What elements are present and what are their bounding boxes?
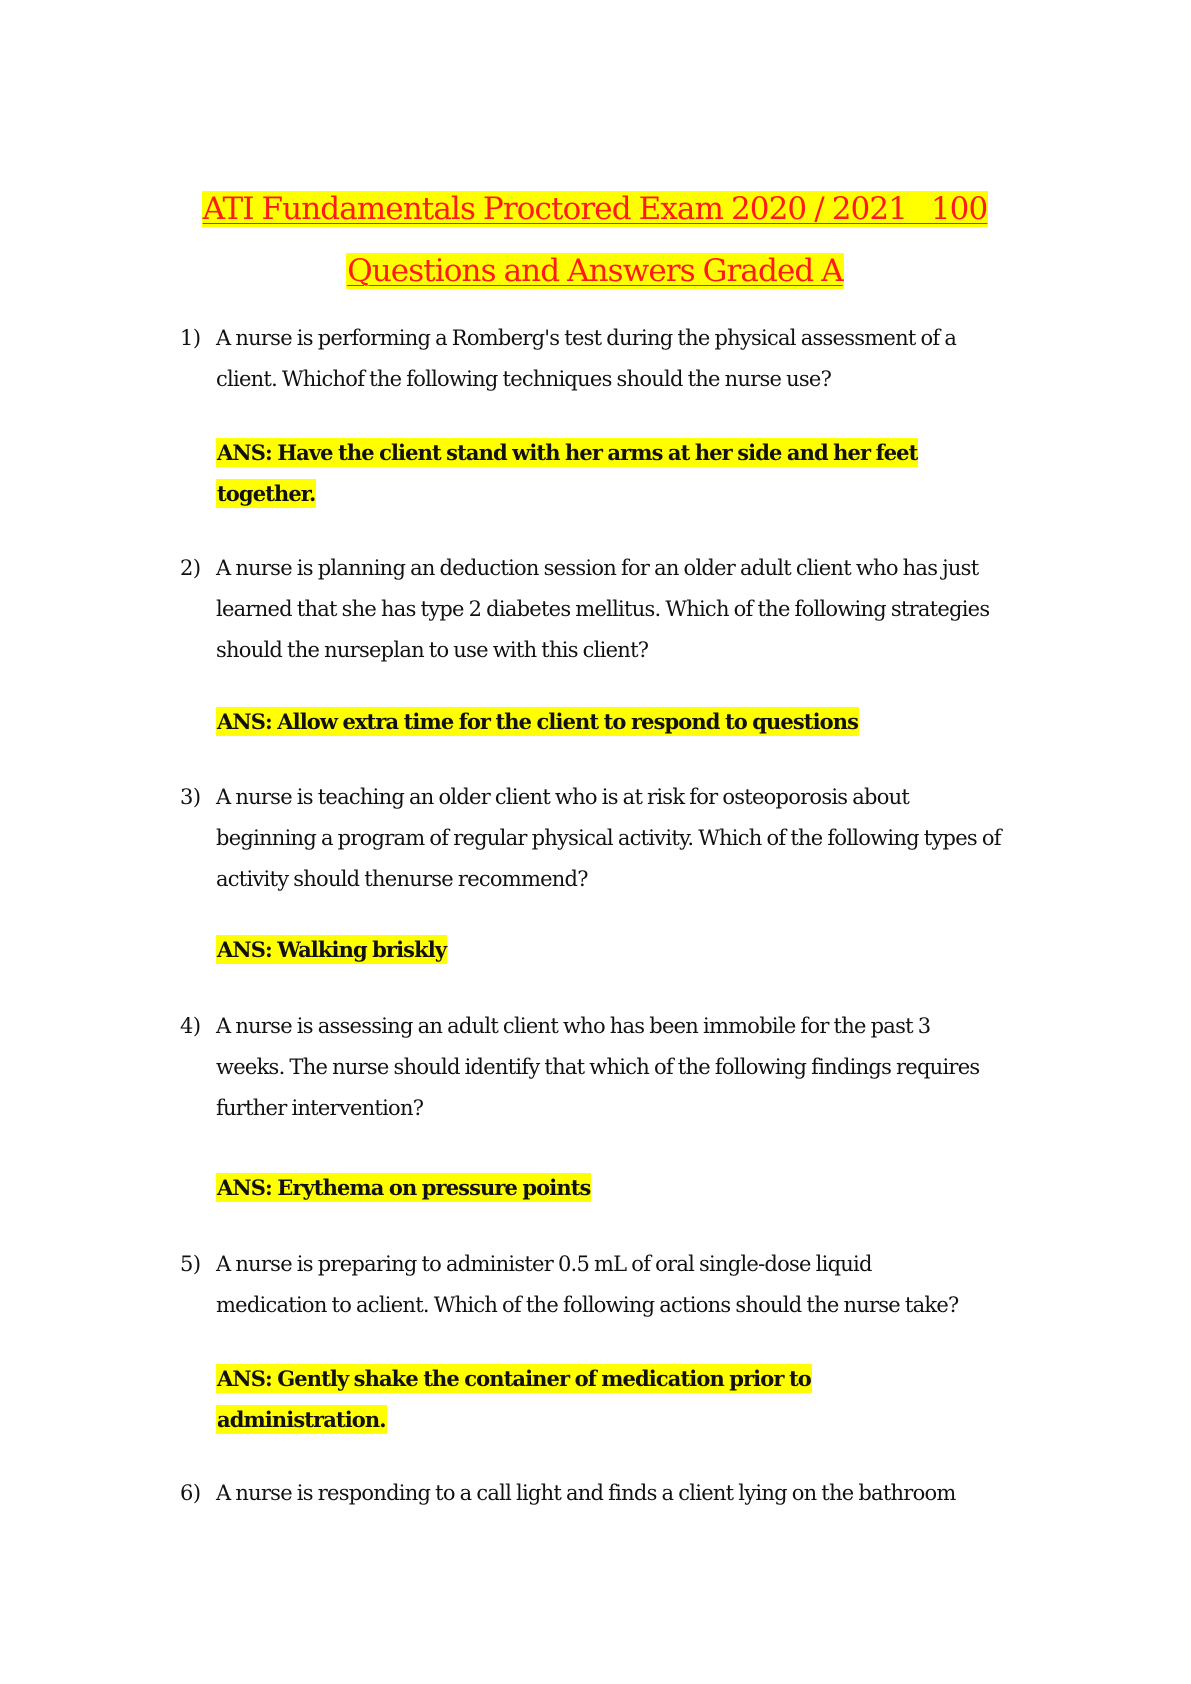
question-number: 6) xyxy=(180,1481,201,1505)
answer-text xyxy=(216,1167,1086,1208)
answer-text xyxy=(216,929,1086,970)
answer-line: ANS: Gently shake the container of medication prior to xyxy=(217,1366,811,1391)
question-line: A nurse is teaching an older client who is at risk for osteoporosis about xyxy=(216,785,910,809)
answer-text xyxy=(216,1358,1086,1440)
question-line: medication to aclient. Which of the following actions should the nurse take? xyxy=(216,1293,959,1317)
title-line-1: ATI Fundamentals Proctored Exam 2020 / 2021 100 xyxy=(202,191,988,227)
answer-line: administration. xyxy=(217,1407,386,1432)
question-number: 3) xyxy=(180,785,201,809)
question-line: A nurse is preparing to administer 0.5 mL of oral single-dose liquid xyxy=(216,1252,872,1276)
question-number: 5) xyxy=(180,1252,201,1276)
question-line: A nurse is performing a Romberg's test during the physical assessment of a xyxy=(216,326,957,350)
question-text xyxy=(216,1473,1086,1514)
question-text xyxy=(216,318,1086,400)
question-line: A nurse is assessing an adult client who has been immobile for the past 3 xyxy=(216,1014,931,1038)
question-text xyxy=(216,1006,1086,1129)
answer-line: together. xyxy=(217,481,316,506)
question-number: 1) xyxy=(180,326,201,350)
question-text xyxy=(216,548,1086,671)
question-line: A nurse is planning an deduction session for an older adult client who has just xyxy=(216,556,979,580)
question-line: activity should thenurse recommend? xyxy=(216,867,588,891)
question-text xyxy=(216,777,1086,900)
title-line-2: Questions and Answers Graded A xyxy=(347,253,843,289)
answer-line: ANS: Allow extra time for the client to respond to questions xyxy=(217,709,859,734)
answer-line: ANS: Have the client stand with her arms at her side and her feet xyxy=(217,440,918,465)
answer-line: ANS: Erythema on pressure points xyxy=(217,1175,591,1200)
question-line: should the nurseplan to use with this client? xyxy=(216,638,649,662)
question-line: weeks. The nurse should identify that which of the following findings requires xyxy=(216,1055,980,1079)
answer-text xyxy=(216,701,1086,742)
question-line: A nurse is responding to a call light and finds a client lying on the bathroom xyxy=(216,1481,956,1505)
question-line: further intervention? xyxy=(216,1096,424,1120)
question-number: 2) xyxy=(180,556,201,580)
question-number: 4) xyxy=(180,1014,201,1038)
question-line: client. Whichof the following techniques should the nurse use? xyxy=(216,367,832,391)
question-text xyxy=(216,1244,1086,1326)
answer-line: ANS: Walking briskly xyxy=(217,937,447,962)
question-line: beginning a program of regular physical activity. Which of the following types of xyxy=(216,826,1001,850)
question-line: learned that she has type 2 diabetes mellitus. Which of the following strategies xyxy=(216,597,990,621)
answer-text xyxy=(216,432,1086,514)
